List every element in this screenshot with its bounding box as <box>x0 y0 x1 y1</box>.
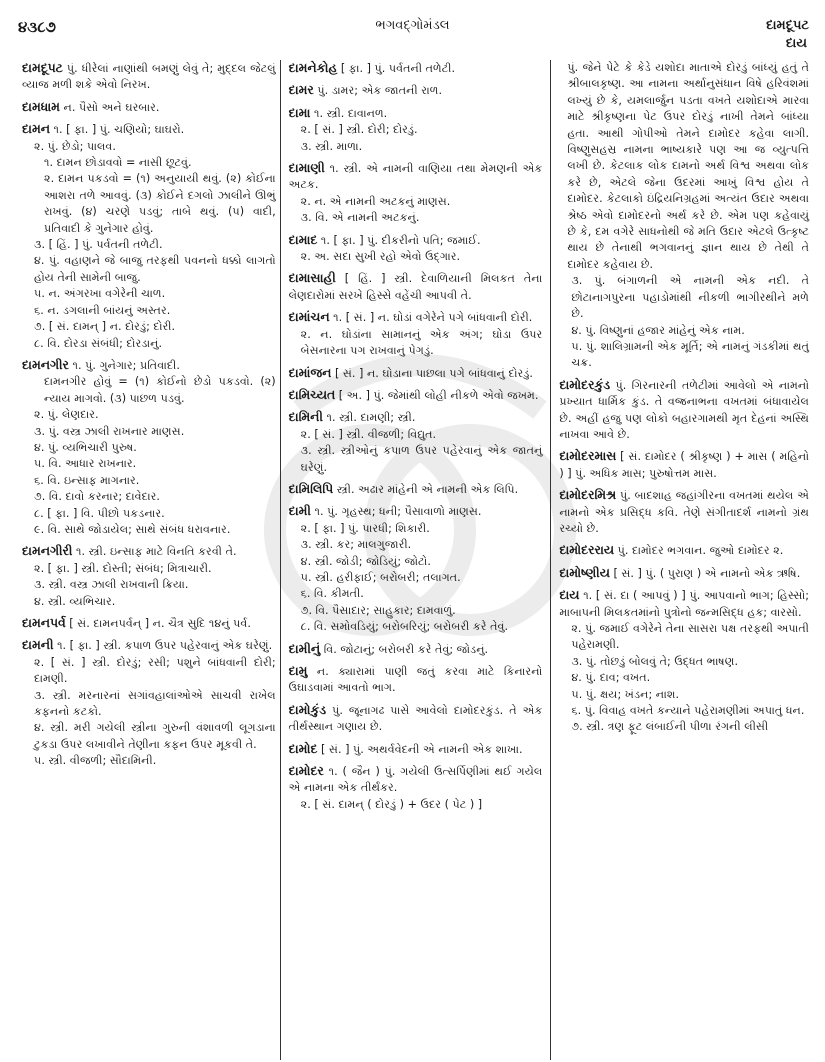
entry-text: [ સં. ] ન. ઘોડાના પાછલા પગે બાંધવાનું દોરડું. <box>334 366 533 380</box>
entry-headword: દામાદ <box>288 231 318 247</box>
entry-sense: ૯. વિ. સાથે જોડાયેલ; સાથે સંબંધ ધરાવનાર. <box>34 522 231 536</box>
entry-text: ૧. પું. ગૃહસ્થ; ધની; પૈસાવાળો માણસ. <box>314 505 482 519</box>
entry-text: [ સં. ] પું. અથર્વવેદની એ નામની એક શાખા. <box>320 742 523 756</box>
entry-sense: ૮. વિ. દોરડા સંબંધી; દોરડાનું. <box>34 336 163 350</box>
entry-definition <box>289 232 543 249</box>
entry-headword: દામાસાહી <box>288 270 336 286</box>
entry-definition <box>289 409 543 426</box>
dictionary-entry <box>559 542 809 559</box>
entry-headword: દામોષ્ણીય <box>559 564 610 580</box>
entry-headword: દામિચ્યત <box>288 386 336 402</box>
entry-sense: ૭. [ સં. દામન્ ] ન. દોરડું; દોરી. <box>34 320 176 334</box>
entry-definition <box>22 121 276 138</box>
entry-headword: દામી <box>288 503 311 519</box>
entry-headword: દામુ <box>288 663 308 678</box>
column-middle <box>280 60 552 1060</box>
entry-sense: ૨. [ સં. દામન્ ( દોરડું ) + ઉદર ( પેટ ) ] <box>300 797 483 811</box>
entry-sense: ૩. સ્ત્રી. કર; માલગુજારી. <box>300 538 412 552</box>
dictionary-entry <box>289 82 543 99</box>
entry-text: ન. પૈસો અને ઘરબાર. <box>63 100 160 114</box>
entry-sense: ૨. ન. એ નામની અટકનું માણસ. <box>300 194 451 208</box>
entry-definition <box>559 377 809 444</box>
entry-headword: દામર <box>288 82 314 98</box>
dictionary-entry <box>22 121 276 352</box>
dictionary-entry <box>289 270 543 304</box>
dictionary-entry <box>559 377 809 444</box>
dictionary-entry <box>289 702 543 736</box>
dictionary-entry <box>289 365 543 382</box>
entry-text: પું. જૂનાગઢ પાસે આવેલો દામોદરકુંડ. તે એક તીર્થસ્થાન ગણાય છે. <box>288 703 543 734</box>
entry-text: સ્ત્રી. અઢાર માંહેની એ નામની એક લિપિ. <box>336 482 519 496</box>
entry-headword: દામનપર્વ <box>22 615 66 630</box>
entry-sense: ૨. [ સં. ] સ્ત્રી. દોરી; દોરડું. <box>300 123 418 137</box>
entry-definition <box>559 487 809 537</box>
entry-text: પું. ડામર; એક જાતની રાળ. <box>317 84 443 98</box>
entry-text: ૧. સ્ત્રી. એ નામની વાણિયા તથા મેમણની એક અટક. <box>288 162 543 192</box>
entry-definition <box>559 565 809 582</box>
entry-headword: દામનગીરી <box>22 543 73 559</box>
entry-definition <box>559 60 809 273</box>
entry-sense: ૨. [ ફા. ] પું. પારધી; શિકારી. <box>300 521 430 535</box>
entry-sense: ૪. પું. વિષ્ણુનાં હજાર માંહેનું એક નામ. <box>571 323 745 337</box>
entry-definition <box>289 82 543 99</box>
entry-definition <box>289 365 543 382</box>
dictionary-entry <box>289 503 543 635</box>
entry-sense: ૪. સ્ત્રી. મરી ગયેલી સ્ત્રીના ગુરુની વંશાવળી લૂગડાના ટુકડા ઉપર લખાવીને તેણીના કફન ઉપર મૂકવી તે. <box>34 721 276 751</box>
dictionary-entry <box>289 481 543 498</box>
entry-sense: ૪. સ્ત્રી. વ્યભિચાર. <box>34 594 116 608</box>
entry-headword: દામની <box>22 637 54 653</box>
entry-sense: ૭. વિ. પૈસાદાર; સાહુકાર; દામવાળું. <box>300 603 456 617</box>
entry-sense: ૬. ન. ડગલાની બાંયનું અસ્તર. <box>34 303 171 317</box>
entry-sense: ૭. સ્ત્રી. ત્રણ ફૂટ લંબાઈની પીળા રંગની લીસી <box>571 720 769 734</box>
entry-sense: ૫. સ્ત્રી. હરીફાઈ; બરોબરી; તલાગત. <box>300 570 461 584</box>
dictionary-entry <box>289 105 543 155</box>
dictionary-entry <box>22 60 276 94</box>
dictionary-entry <box>559 60 809 372</box>
entry-definition <box>289 663 543 697</box>
entry-sense: ૬. વિ. કીમતી. <box>300 587 364 601</box>
entry-text: [ સં. દામનપર્વન્ ] ન. ચૈત્ર સુદિ ૧૪નું પર્વ. <box>69 617 251 630</box>
entry-headword: દામાણી <box>288 160 325 176</box>
entry-sense: ૩. વિ. એ નામની અટકનું. <box>300 211 420 225</box>
dictionary-entry <box>289 663 543 697</box>
dictionary-entry <box>22 543 276 610</box>
dictionary-entry <box>289 160 543 227</box>
entry-definition <box>289 270 543 304</box>
dictionary-entry <box>22 637 276 769</box>
entry-headword: દામોદરમાસ <box>559 448 617 464</box>
entry-text: [ અ. ] પું. જેમાંથી લોહી નીકળે એવો જખમ. <box>338 388 539 402</box>
entry-text: ૧. સ્ત્રી. ઇન્સાફ માટે વિનતિ કરવી તે. <box>76 545 237 559</box>
column-right <box>551 60 813 1060</box>
entry-sense: ૩. [ હિં. ] પું. પર્વતની તળેટી. <box>34 238 163 252</box>
entry-definition <box>289 105 543 122</box>
entry-sense: ૪. પું. વ્યભિચારી પુરુષ. <box>34 440 137 454</box>
idiom-line: દામનગીર હોવું = (૧) કોઈનો છેડો પકડવો. (૨) ન્યાય માગવો. (૩) પાછળ પડવું. <box>44 375 276 405</box>
page-number: ૪૩૮૭ <box>18 18 56 36</box>
dictionary-entry <box>289 741 543 758</box>
entry-sense: ૨. [ ફા. ] સ્ત્રી. દોસ્તી; સંબંધ; મિત્રાચારી. <box>34 561 212 575</box>
entry-sense: ૪. પું. વહાણને જે બાજુ તરફથી પવનનો ધક્કો લાગતો હોય તેની સામેની બાજુ. <box>34 254 276 284</box>
entry-sense: ૫. ન. અંગરખા વગેરેની ચાળ. <box>34 287 166 301</box>
entry-text: પું. જેને પેટે કે કેડે યશોદા માતાએ દોરડું બાંધ્યું હતું તે શ્રીબાલકૃષ્ણ. આ નામના અર્થાનુસંધાન વિષે હરિવંશમાં લખ્યું છે કે, યમલાર્જુન પડતા વખતે યશોદાએ મારવા માટે શ્રીકૃષ્ણના પેટ ઉપર દોરડું નાખી તેમને બાંધ્યા હતા. આથી ગોપીઓ તેમને દામોદર કહેવા લાગી. વિષ્ણુસહસ્ર નામના ભાષ્યકારે પણ આ જ વ્યુત્પત્તિ લખી છે. કેટલાક લોક દામનો અર્થ વિશ્વ અથવા લોક કરે છે, એટલે જેના ઉદરમાં આખું વિશ્વ હોય તે દામોદર. કેટલાકો ઇંદ્રિયનિગ્રહમાં અત્યંત ઉદાર અથવા શ્રેષ્ઠ એવો દામોદરનો અર્થ કરે છે. એમ પણ કહેવાયું છે કે, દમ વગેરે સાધનોથી જે મતિ ઉદાર એટલે ઉત્કૃષ્ટ થાય છે તેનાથી ભગવાનનું જ્ઞાન થાય છે તેથી તે દામોદર કહેવાય છે. <box>567 61 810 271</box>
entry-sense: ૩. પું. વસ્ત્ર ઝાલી રાખનાર માણસ. <box>34 424 185 438</box>
entry-text: ૧. [ ફા. ] પું. ચણિયો; ઘાઘરો. <box>53 123 185 137</box>
entry-headword: દામોકુંડ <box>288 701 327 717</box>
entry-text: પું. બાદશાહ જહાંગીરના વખતમાં થયેલ એ નામનો એક પ્રસિદ્ધ કવિ. તેણે સંગીતાદર્શ નામનો ગ્રંથ રચ્યો છે. <box>559 489 810 535</box>
entry-text: ૧. [ ફા. ] સ્ત્રી. કપાળ ઉપર પહેરવાનું એક ઘરેણું. <box>57 639 273 653</box>
entry-headword: દામા <box>288 104 311 120</box>
entry-headword: દામોદ <box>288 740 318 756</box>
entry-text: વિ. જોટાનું; બરોબરી કરે તેવું; જોડનું. <box>323 642 489 656</box>
entry-sense: ૨. અ. સદા સુખી રહો એવો ઉદ્ગાર. <box>300 250 461 264</box>
dictionary-entry <box>559 587 809 736</box>
entry-text: [ હિં. ] સ્ત્રી. દેવાળિયાની મિલકત તેના લેણદારોમાં સરખે હિસ્સે વહેંચી આપવી તે. <box>288 272 543 302</box>
entry-sense: ૨. પું. છેડો; પાલવ. <box>34 139 116 153</box>
dictionary-entry <box>289 60 543 77</box>
entry-definition <box>559 542 809 559</box>
entry-definition <box>22 99 276 116</box>
entry-definition <box>289 387 543 404</box>
book-title: ભગવદ્ગોમંડલ <box>375 18 450 33</box>
entry-sense: ૨. પું. જમાઈ વગેરેને તેના સાસરા પક્ષ તરફથી અપાતી પહેરામણી. <box>571 622 810 652</box>
entry-sense: ૩. સ્ત્રી. સ્ત્રીઓનું કપાળ ઉપર પહેરવાનું એક જાતનું ઘરેણું. <box>300 444 543 474</box>
entry-sense: ૨. પું. લેણદાર. <box>34 408 99 422</box>
entry-text: ૧. સ્ત્રી. દાવાનળ. <box>313 106 388 120</box>
column-left <box>18 60 280 1060</box>
entry-sense: ૫. પું. શાલિગ્રામની એક મૂર્તિ; એ નામનું ગંડકીમાં થતું ચક્ર. <box>571 339 810 370</box>
page-header <box>0 0 825 50</box>
idiom-line: ૧. દામન છોડાવવો = નાસી છૂટવું. <box>44 156 192 170</box>
entry-sense: ૬. પું. વિવાહ વખતે કન્યાને પહેરામણીમાં અપાતું ધન. <box>571 704 805 718</box>
entry-sense: ૫. સ્ત્રી. વીજળી; સૌદામિની. <box>34 754 157 768</box>
entry-definition <box>22 357 276 374</box>
entry-headword: દામન <box>22 121 50 137</box>
entry-sense: ૨. ન. ઘોડાંના સામાનનું એક અંગ; ઘોડા ઉપર બેસનારના પગ રાખવાનું પેગડું. <box>300 327 543 358</box>
entry-headword: દામીનું <box>288 640 321 656</box>
entry-sense: ૮. વિ. સમોવડિયું; બરોબરિયું; બરોબરી કરે તેવું. <box>300 620 509 634</box>
entry-headword: દામિલિપિ <box>288 480 334 496</box>
entry-sense: ૪. સ્ત્રી. જોડી; જોડિયું; જોટો. <box>300 554 431 568</box>
entry-sense: ૨. [ સં. ] સ્ત્રી. વીજળી; વિદ્યુત. <box>300 427 437 441</box>
entry-definition <box>22 60 276 94</box>
entry-sense: ૭. વિ. દાવો કરનાર; દાવેદાર. <box>34 490 160 504</box>
entry-sense: ૩. સ્ત્રી. મરનારનાં સગાંવહાલાંઓએ સાચવી રાખેલ કફનનો કટકો. <box>34 688 276 719</box>
entry-text: ૧. [ સં. ] ન. ઘોડાં વગેરેને પગે બાંધવાની દોરી. <box>333 311 533 325</box>
entry-text: ૧. [ સં. દા ( આપવું ) ] પું. આપવાનો ભાગ; હિસ્સો; માબાપની મિલકતમાંનો પુત્રોનો જન્મસિદ્ધ હક; વારસો. <box>559 589 810 619</box>
entry-text: ૧. ( જૈન ) પું. ગયેલી ઉત્સર્પિણીમાં થઈ ગયેલ એ નામના એક તીર્થંકર. <box>288 765 543 795</box>
dictionary-entry <box>289 763 543 813</box>
entry-text: [ ફા. ] પું. પર્વતની તળેટી. <box>340 62 456 75</box>
dictionary-entry <box>289 309 543 359</box>
entry-text: પું. ગિરનારની તળેટીમાં આવેલો એ નામનો પ્રખ્યાત ધાર્મિક કુંડ. તે વજ્રનાભના વખતમાં બંધાવાયેલ છે. અહીં હજુ પણ લોકો બહારગામથી મૃત દેહનાં અસ્થિ નાખવા આવે છે. <box>559 378 810 441</box>
entry-sense: ૬. વિ. ઇન્સાફ માગનાર. <box>34 473 140 487</box>
entry-headword: દામોદરમિશ્ર <box>559 487 617 503</box>
entry-definition <box>22 543 276 560</box>
entry-text: ૧. [ ફા. ] પું. દીકરીનો પતિ; જમાઈ. <box>320 233 481 247</box>
dictionary-entry <box>289 232 543 266</box>
entry-sense: ૫. વિ. આધાર રાખનાર. <box>34 457 137 471</box>
entry-headword: દામધામ <box>22 98 60 114</box>
entry-text: ૧. પું. ગુનેગાર; પ્રતિવાદી. <box>72 358 180 372</box>
entry-definition <box>22 637 276 654</box>
entry-headword: દામાંજન <box>288 364 332 380</box>
dictionary-entry <box>289 641 543 658</box>
idiom-line: ૨. દામન પકડવો = (૧) અનુયાયી થવું. (૨) કોઈના આશરા તળે આવવું. (૩) કોઈને દગલો ઝાલીને ઊભું રાખવું. (૪) ચરણે પડવું; તાબે થવું. (૫) વાદી, પ્રતિવાદી કે ગુનેગાર હોવું. <box>44 172 276 235</box>
entry-definition <box>559 587 809 621</box>
entry-definition <box>289 702 543 736</box>
entry-definition <box>289 309 543 326</box>
entry-sense: ૩. પું. તોછડું બોલવું તે; ઉદ્ધત ભાષણ. <box>571 654 739 668</box>
entry-text: ૧. સ્ત્રી. દામણી; સ્ત્રી. <box>326 411 416 425</box>
entry-sense: ૨. [ સં. ] સ્ત્રી. દોરડું; રસી; પશુને બાંધવાની દોરી; દામણી. <box>34 655 276 686</box>
entry-headword: દાય <box>559 587 580 603</box>
entry-headword: દામનગીર <box>22 356 69 372</box>
entry-headword: દામોદરકુંડ <box>559 376 611 392</box>
entry-headword: દામોદરરાય <box>559 542 615 558</box>
dictionary-entry <box>559 487 809 537</box>
entry-sense: ૩. સ્ત્રી. વસ્ત્ર ઝાલી રાખવાની ક્રિયા. <box>34 578 189 592</box>
entry-definition <box>289 60 543 77</box>
entry-definition <box>289 160 543 194</box>
dictionary-entry <box>22 615 276 632</box>
entry-sense: ૪. પું. દાવ; વખત. <box>571 671 651 685</box>
dictionary-entry <box>22 99 276 116</box>
entry-definition <box>289 503 543 520</box>
entry-sense: ૮. [ ફા. ] વિ. પીછો પકડનાર. <box>34 506 165 520</box>
entry-definition <box>22 615 276 632</box>
entry-text: ન. ક્યારામાં પાણી જતું કરવા માટે કિનારનો ઉઘાડવામાં આવતો ભાગ. <box>288 665 543 695</box>
entry-headword: દામદૂપટ <box>22 60 63 75</box>
entry-headword: દામનેકોહ <box>288 60 338 75</box>
entry-text: [ સં. દામોદર ( શ્રીકૃષ્ણ ) + માસ ( મહિનો ) ] પું. અધિક માસ; પુરુષોત્તમ માસ. <box>559 450 810 480</box>
entry-headword: દામોદર <box>288 763 324 779</box>
entry-definition <box>559 448 809 482</box>
entry-text: પું. ધીરેલાં નાણાંથી બમણું લેવું તે; મુદ્દલ જેટલું વ્યાજ મળી શકે એવો નિરખ. <box>22 62 276 92</box>
entry-text: પું. દામોદર ભગવાન. જુઓ દામોદર ૨. <box>617 544 784 558</box>
entry-sense: ૩. સ્ત્રી. માળા. <box>300 139 363 153</box>
dictionary-entry <box>289 387 543 404</box>
dictionary-columns <box>18 60 813 1060</box>
entry-definition <box>289 641 543 658</box>
guide-word-last: દાય <box>785 36 807 51</box>
entry-definition <box>289 481 543 498</box>
entry-sense: ૩. પું. બંગાળની એ નામની એક નદી. તે છોટાનાગપુરના પહાડોમાંથી નીકળી ભાગીરથીને મળે છે. <box>571 274 810 321</box>
dictionary-entry <box>559 448 809 482</box>
entry-definition <box>289 763 543 797</box>
dictionary-entry <box>559 565 809 582</box>
entry-text: [ સં. ] પું. ( પુરાણ ) એ નામનો એક ઋષિ. <box>613 566 801 580</box>
entry-definition <box>289 741 543 758</box>
dictionary-entry <box>289 409 543 476</box>
entry-headword: દામાંચન <box>288 309 330 325</box>
dictionary-entry <box>22 357 276 538</box>
entry-sense: ૫. પું. ક્ષય; ખંડન; નાશ. <box>571 687 680 701</box>
guide-word-first: દામદૂપટ <box>766 18 809 33</box>
entry-headword: દામિની <box>288 409 323 425</box>
